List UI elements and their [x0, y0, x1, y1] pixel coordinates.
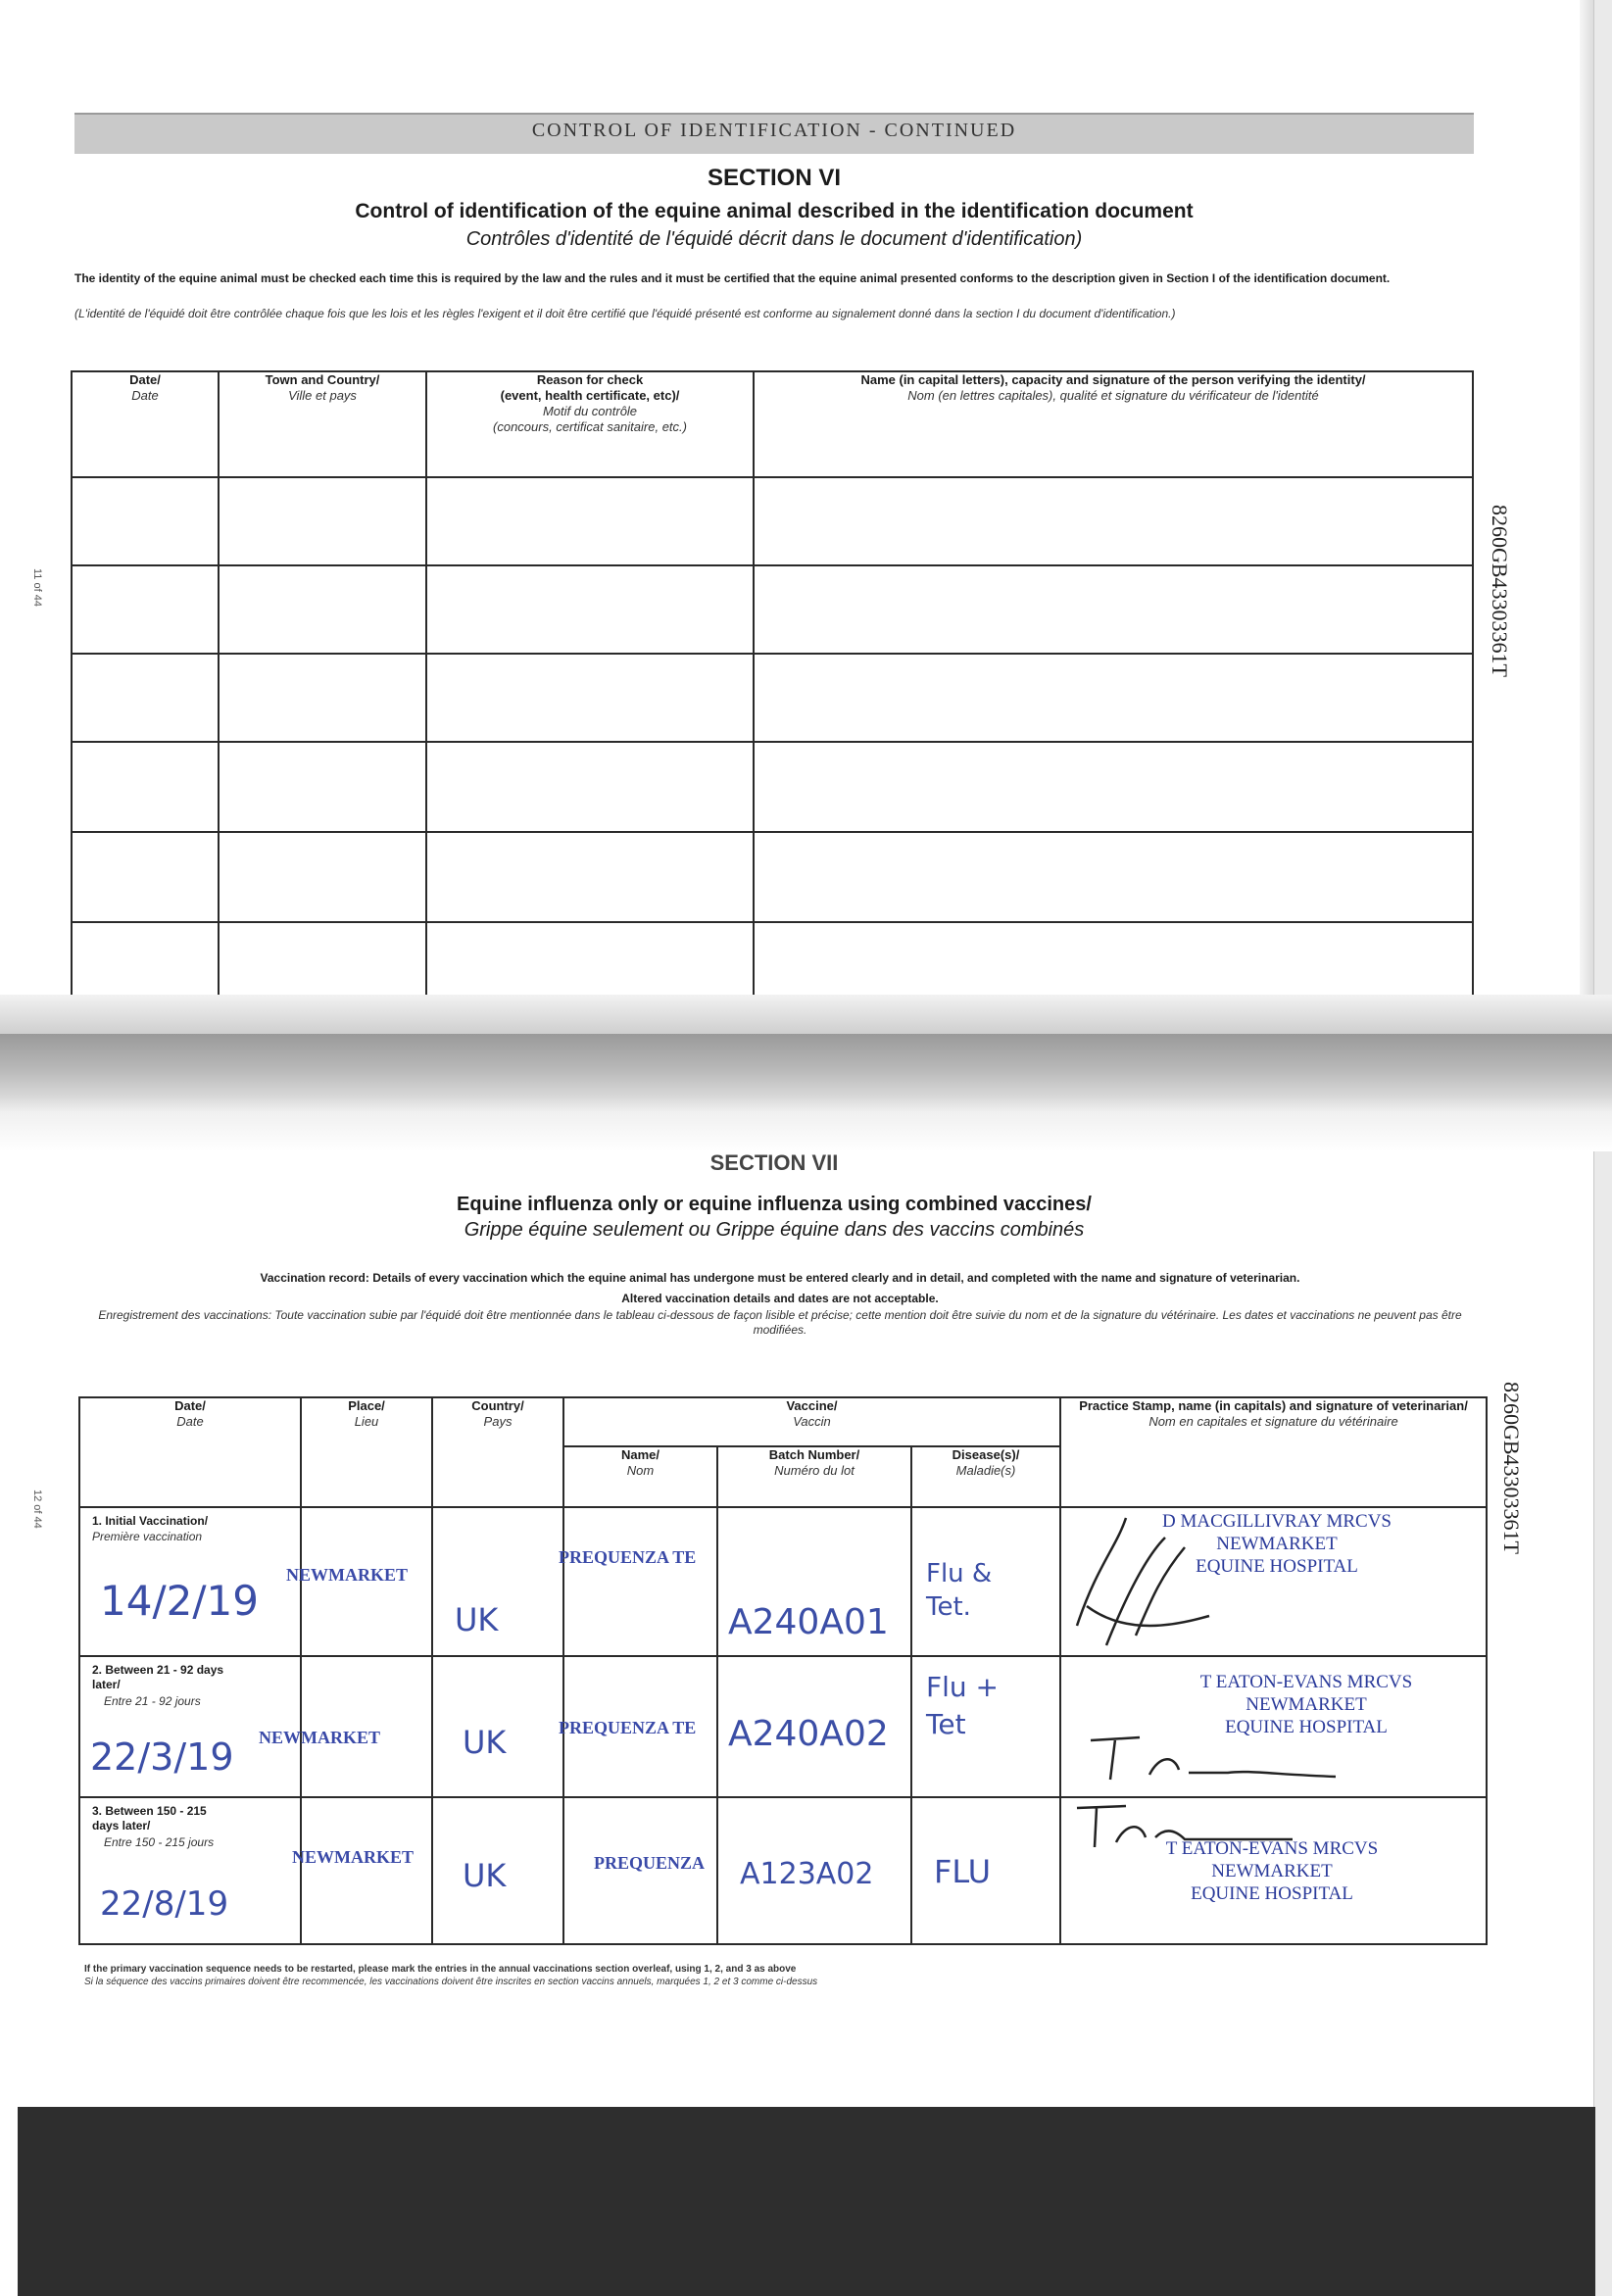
document-code-top: 8260GB43303361T	[1488, 505, 1512, 677]
row-label: 3. Between 150 - 215 days later/	[92, 1804, 207, 1832]
country-value: UK	[463, 1724, 507, 1761]
row-date-cell	[79, 1797, 301, 1944]
batch-cell	[717, 1507, 911, 1656]
table-row	[72, 742, 1473, 832]
identification-check-table	[71, 370, 1474, 1009]
section-vii-notice-fr: Enregistrement des vaccinations: Toute vaccination subie par l'équidé doit être mentionnée dans le tableau ci-dessous de façon lisible et précise; cette mention doit être suivie du nom et de la signature du vétérinaire. Les dates et vaccinations ne peuvent pas être modifiées.	[98, 1308, 1462, 1337]
disease-cell	[911, 1507, 1060, 1656]
batch-cell	[717, 1797, 911, 1944]
stamp-cell	[1060, 1507, 1487, 1656]
disease-value: FLU	[934, 1853, 992, 1890]
row-label-fr: Première vaccination	[92, 1530, 203, 1543]
section-vii-subtitle: Equine influenza only or equine influenza using combined vaccines/	[457, 1194, 1092, 1215]
disease-cell	[911, 1797, 1060, 1944]
disease-value: Flu & Tet.	[926, 1559, 993, 1622]
section-vi-title: SECTION VI	[707, 165, 842, 191]
vaccine-name-cell	[559, 1507, 717, 1656]
batch-cell	[717, 1656, 911, 1797]
col-vaccine: Vaccine/ Vaccin	[563, 1397, 1060, 1446]
table-row	[72, 565, 1473, 654]
footnote-fr: Si la séquence des vaccins primaires doivent être recommencée, les vaccinations doivent être inscrites en section vaccins annuels, marquées 1, 2 et 3 comme ci-dessus	[84, 1977, 818, 1987]
vet-stamp: D MACGILLIVRAY MRCVS NEWMARKET EQUINE HOSPITAL	[1161, 1511, 1392, 1577]
vaccination-date: 22/3/19	[90, 1735, 234, 1779]
country-cell	[432, 1507, 563, 1656]
section-vi-subtitle-fr: Contrôles d'identité de l'équidé décrit dans le document d'identification)	[465, 228, 1083, 250]
stamp-cell	[1060, 1656, 1487, 1797]
batch-number: A240A01	[728, 1602, 889, 1642]
col-disease: Disease(s)/ Maladie(s)	[911, 1446, 1060, 1507]
section-vii-title: SECTION VII	[709, 1150, 839, 1175]
table-row	[72, 832, 1473, 922]
col-date: Date/ Date	[79, 1397, 301, 1507]
scan-fold-band	[0, 995, 1612, 1034]
vaccine-stamp: PREQUENZA TE	[559, 1547, 697, 1567]
scan-fold-fade	[0, 1112, 1612, 1151]
scan-fold-shadow	[0, 1034, 1612, 1112]
section-vi-notice: The identity of the equine animal must be checked each time this is required by the law and the rules and it must be certified that the equine animal presented conforms to the description given in Section I of the identification document.	[74, 271, 1391, 285]
col-place: Place/ Lieu	[301, 1397, 432, 1507]
stamp-cell	[1060, 1797, 1487, 1944]
footnote: If the primary vaccination sequence needs to be restarted, please mark the entries in the annual vaccinations section overleaf, using 1, 2, and 3 as above	[84, 1964, 797, 1975]
col-reason: Reason for check (event, health certificate, etc)/ Motif du contrôle (concours, certificat sanitaire, etc.)	[426, 371, 754, 477]
section-vi-subtitle: Control of identification of the equine animal described in the identification document	[355, 200, 1194, 222]
vaccine-stamp: PREQUENZA TE	[559, 1718, 697, 1737]
row-label: 1. Initial Vaccination/	[92, 1514, 209, 1528]
table-row	[79, 1797, 1487, 1944]
section-vi-notice-fr: (L'identité de l'équidé doit être contrôlée chaque fois que les lois et les règles l'exigent et il doit être certifié que l'équidé présenté est conforme au signalement donné dans la section I du document d'identification.)	[74, 307, 1176, 320]
vaccine-name-cell	[559, 1656, 717, 1797]
country-value: UK	[455, 1601, 499, 1638]
batch-number: A240A02	[728, 1714, 889, 1754]
col-stamp: Practice Stamp, name (in capitals) and signature of veterinarian/ Nom en capitales et signature du vétérinaire	[1060, 1397, 1487, 1507]
col-verifier: Name (in capital letters), capacity and signature of the person verifying the identity/ Nom (en lettres capitales), qualité et signature du vérificateur de l'identité	[754, 371, 1473, 477]
col-batch: Batch Number/ Numéro du lot	[717, 1446, 911, 1507]
disease-value: Flu + Tet	[926, 1671, 999, 1740]
row-label: 2. Between 21 - 92 days later/	[92, 1663, 224, 1691]
vaccination-table	[78, 1396, 1488, 1945]
row-label-fr: Entre 150 - 215 jours	[104, 1835, 215, 1849]
place-cell	[286, 1507, 432, 1656]
col-country: Country/ Pays	[432, 1397, 563, 1507]
vaccination-date: 14/2/19	[100, 1577, 259, 1625]
col-town-country: Town and Country/ Ville et pays	[219, 371, 426, 477]
table-row	[79, 1656, 1487, 1797]
page-number-bottom: 12 of 44	[31, 1490, 43, 1529]
banner-title: CONTROL OF IDENTIFICATION - CONTINUED	[531, 120, 1017, 141]
place-cell	[259, 1656, 432, 1797]
section-vii-notice: Vaccination record: Details of every vaccination which the equine animal has undergone must be entered clearly and in detail, and completed with the name and signature of veterinarian.	[260, 1271, 1300, 1285]
scan-bottom-edge	[18, 2107, 1595, 2296]
page-fold-shadow	[1580, 0, 1593, 1009]
vet-signature	[1081, 1726, 1355, 1794]
section-vii-notice-2: Altered vaccination details and dates are not acceptable.	[621, 1292, 939, 1305]
country-cell	[432, 1656, 563, 1797]
batch-number: A123A02	[740, 1857, 874, 1891]
vet-stamp: T EATON-EVANS MRCVS NEWMARKET EQUINE HOSPITAL	[1165, 1838, 1379, 1904]
place-stamp: NEWMARKET	[259, 1728, 381, 1747]
place-stamp: NEWMARKET	[292, 1847, 415, 1867]
country-value: UK	[463, 1857, 507, 1894]
document-code-bottom: 8260GB43303361T	[1499, 1382, 1524, 1554]
table-row	[79, 1507, 1487, 1656]
vet-stamp: T EATON-EVANS MRCVS NEWMARKET EQUINE HOSPITAL	[1199, 1672, 1413, 1737]
place-cell	[292, 1797, 432, 1944]
vaccine-stamp: PREQUENZA	[594, 1853, 706, 1873]
vaccine-name-cell	[563, 1797, 717, 1944]
col-vaccine-name: Name/ Nom	[563, 1446, 717, 1507]
disease-cell	[911, 1656, 1060, 1797]
place-stamp: NEWMARKET	[286, 1565, 409, 1585]
row-date-cell	[79, 1656, 301, 1797]
page-number-top: 11 of 44	[31, 568, 43, 607]
table-row	[72, 654, 1473, 742]
country-cell	[432, 1797, 563, 1944]
row-label-fr: Entre 21 - 92 jours	[104, 1694, 201, 1708]
col-date: Date/ Date	[72, 371, 219, 477]
section-vii-subtitle-fr: Grippe équine seulement ou Grippe équine dans des vaccins combinés	[464, 1219, 1085, 1241]
table-row	[72, 477, 1473, 565]
vaccination-date: 22/8/19	[100, 1884, 229, 1924]
row-date-cell	[79, 1507, 301, 1656]
